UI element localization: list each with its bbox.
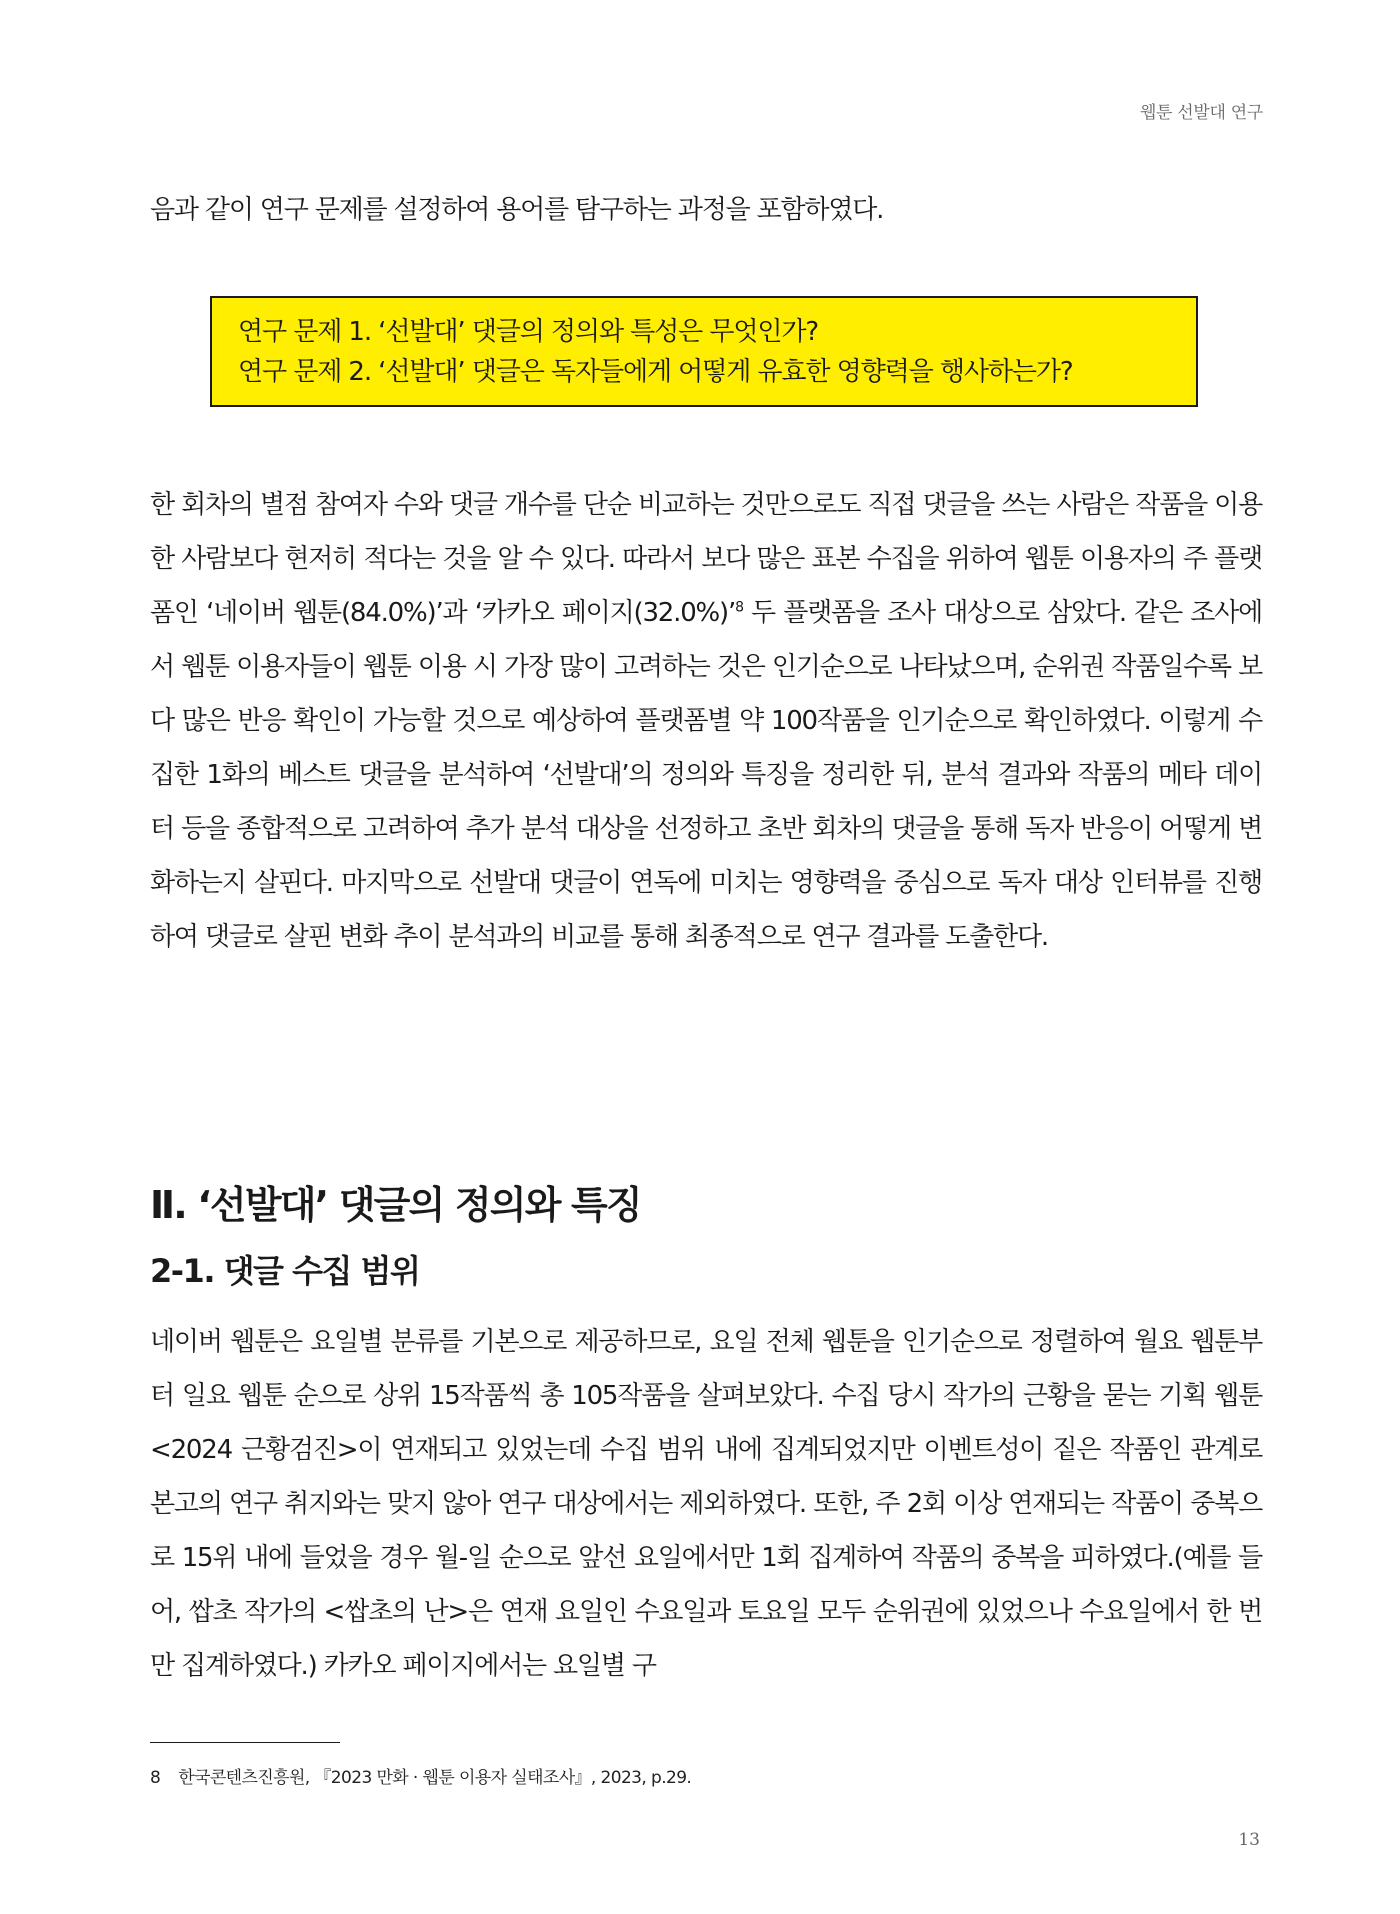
footnote-text: 한국콘텐츠진흥원, 『2023 만화 · 웹툰 이용자 실태조사』, 2023, p.29. [178,1768,692,1788]
research-question-2: 연구 문제 2. ‘선발대’ 댓글은 독자들에게 어떻게 유효한 영향력을 행사하는가? [238,357,1073,387]
subsection-heading: 2-1. 댓글 수집 범위 [150,1252,420,1290]
collection-scope-paragraph: 네이버 웹툰은 요일별 분류를 기본으로 제공하므로, 요일 전체 웹툰을 인기순으로 정렬하여 월요 웹툰부터 일요 웹툰 순으로 상위 15작품씩 총 105작품을 살펴보았다. 수집 당시 작가의 근황을 묻는 기획 웹툰 <2024 근황검진>이 연재되고 있었는데 수집 범위 내에 집계되었지만 이벤트성이 짙은 작품인 관계로 본고의 연구 취지와는 맞지 않아 연구 대상에서는 제외하였다. 또한, 주 2회 이상 연재되는 작품이 중복으로 15위 내에 들었을 경우 월-일 순으로 앞선 요일에서만 1회 집계하여 작품의 중복을 피하였다.(예를 들어, 쌉초 작가의 <쌉초의 난>은 연재 요일인 수요일과 토요일 모두 순위권에 있었으나 수요일에서 한 번만 집계하였다.) 카카오 페이지에서는 요일별 구 [150,1327,1262,1681]
research-questions-box [210,296,1198,407]
footnote-number: 8 [150,1768,161,1788]
footnote-reference[interactable]: 8 [735,599,743,616]
method-paragraph [150,478,1262,964]
intro-paragraph: 음과 같이 연구 문제를 설정하여 용어를 탐구하는 과정을 포함하였다. [150,195,884,225]
method-text-part2: 두 플랫폼을 조사 대상으로 삼았다. 같은 조사에서 웹툰 이용자들이 웹툰 이용 시 가장 많이 고려하는 것은 인기순으로 나타났으며, 순위권 작품일수록 보다 많은 반응 확인이 가능할 것으로 예상하여 플랫폼별 약 100작품을 인기순으로 확인하였다. 이렇게 수집한 1화의 베스트 댓글을 분석하여 ‘선발대’의 정의와 특징을 정리한 뒤, 분석 결과와 작품의 메타 데이터 등을 종합적으로 고려하여 추가 분석 대상을 선정하고 초반 회차의 댓글을 통해 독자 반응이 어떻게 변화하는지 살핀다. 마지막으로 선발대 댓글이 연독에 미치는 영향력을 중심으로 독자 대상 인터뷰를 진행하여 댓글로 살핀 변화 추이 분석과의 비교를 통해 최종적으로 연구 결과를 도출한다. [150,598,1263,952]
footnote-divider [150,1742,340,1743]
research-question-1: 연구 문제 1. ‘선발대’ 댓글의 정의와 특성은 무엇인가? [238,317,819,347]
running-head: 웹툰 선발대 연구 [1139,103,1263,123]
section-heading: Ⅱ. ‘선발대’ 댓글의 정의와 특징 [150,1183,641,1227]
footnote [150,1763,691,1788]
page-number: 13 [1238,1830,1260,1850]
method-text-part1: 한 회차의 별점 참여자 수와 댓글 개수를 단순 비교하는 것만으로도 직접 댓글을 쓰는 사람은 작품을 이용한 사람보다 현저히 적다는 것을 알 수 있다. 따라서 보다 많은 표본 수집을 위하여 웹툰 이용자의 주 플랫폼인 ‘네이버 웹툰(84.0%)’과 ‘카카오 페이지(32.0%)’ [150,490,1262,628]
